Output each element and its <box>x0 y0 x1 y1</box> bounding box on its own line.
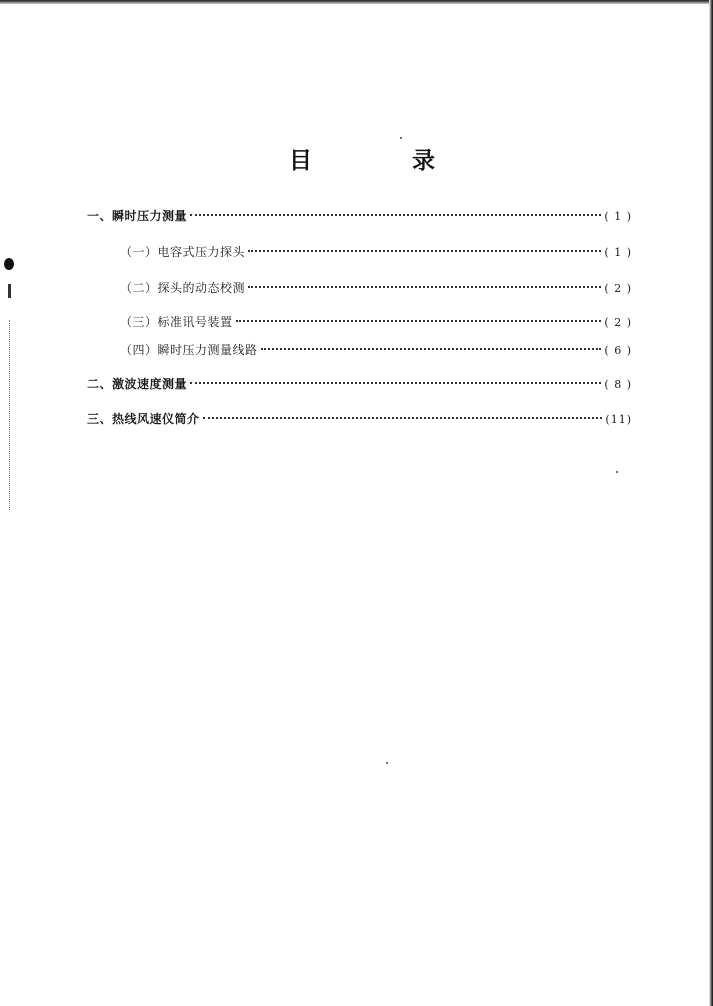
toc-entry-label: 三、热线风速仪简介 <box>87 412 200 426</box>
title-char-1: 目 <box>289 148 312 174</box>
toc-dot-leader <box>261 348 602 350</box>
toc-entry-label: （四）瞬时压力测量线路 <box>120 343 258 357</box>
toc-dot-leader <box>190 382 601 384</box>
toc-entry-label: 一、瞬时压力测量 <box>87 209 188 223</box>
title-char-2: 录 <box>412 148 435 174</box>
toc-page-number: ( 1 ) <box>604 210 632 223</box>
toc-entry[interactable] <box>120 243 632 261</box>
toc-dot-leader <box>236 320 602 322</box>
toc-entry[interactable] <box>87 375 632 393</box>
toc-page-number: ( 1 ) <box>604 246 632 259</box>
toc-entry-label: 二、激波速度测量 <box>87 377 188 391</box>
toc-page-number: ( 6 ) <box>604 344 632 357</box>
toc-page-number: (11) <box>605 413 632 426</box>
scan-ink-blot <box>4 258 14 270</box>
toc-dot-leader <box>248 250 601 252</box>
page-title <box>0 147 713 177</box>
toc-page-number: ( 2 ) <box>604 316 632 329</box>
scan-speck <box>616 471 618 473</box>
toc-entry-label: （三）标准讯号装置 <box>120 315 233 329</box>
toc-dot-leader <box>203 417 603 419</box>
toc-entry[interactable] <box>87 207 632 225</box>
scan-top-edge <box>0 0 713 4</box>
scan-speck <box>386 762 388 764</box>
scan-margin-dots <box>9 320 11 510</box>
toc-dot-leader <box>190 214 601 216</box>
scan-ink-mark <box>8 284 11 298</box>
toc-entry-label: （一）电容式压力探头 <box>120 245 246 259</box>
toc-entry[interactable] <box>120 313 632 331</box>
scan-speck <box>400 137 402 139</box>
toc-page-number: ( 2 ) <box>604 282 632 295</box>
toc-entry[interactable] <box>87 410 632 428</box>
toc-entry-label: （二）探头的动态校测 <box>120 281 246 295</box>
toc-entry[interactable] <box>120 279 632 297</box>
toc-page-number: ( 8 ) <box>604 378 632 391</box>
toc-entry[interactable] <box>120 341 632 359</box>
toc-dot-leader <box>248 286 601 288</box>
